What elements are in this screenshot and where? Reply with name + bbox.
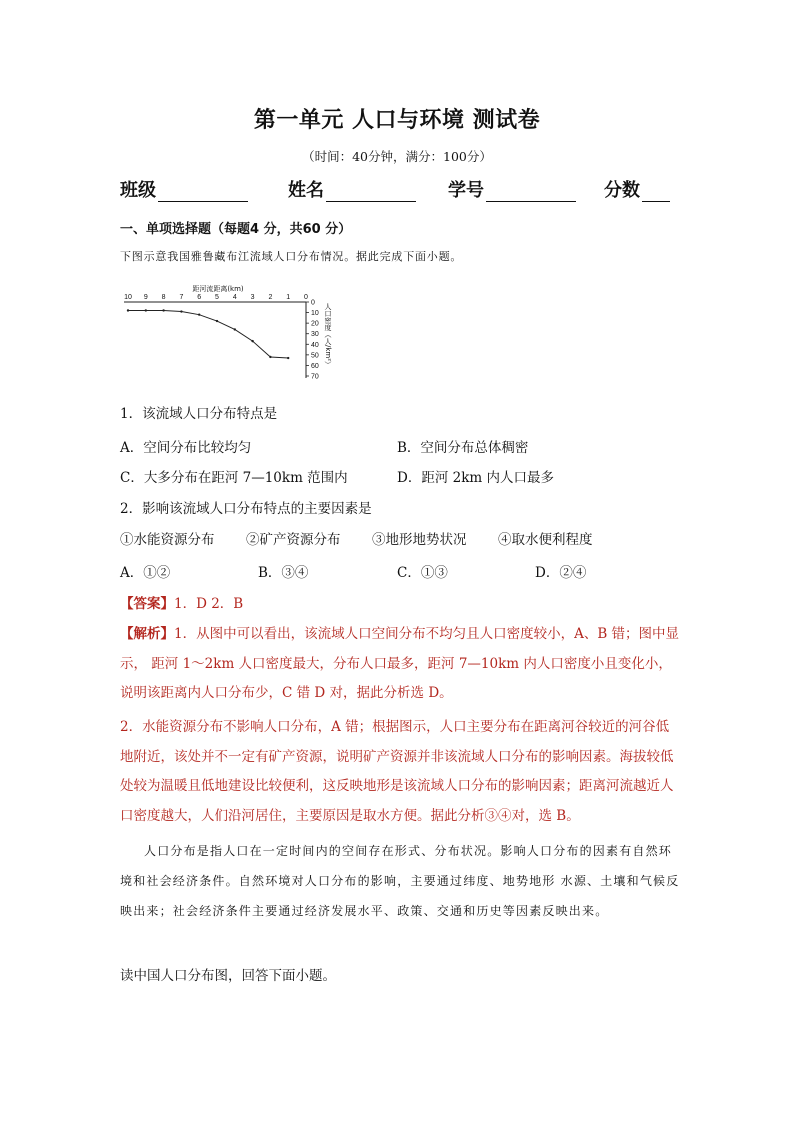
data-point — [198, 313, 200, 315]
score-label: 分数 — [604, 180, 640, 201]
analysis-text-1: 1．从图中可以看出，该流域人口空间分布不均匀且人口密度较小，A、B 错；图中显示， 距河 1～2km 人口密度最大，分布人口最多，距河 7—10km 内人口密度小且变化小，说明该距离内人口分布少，C 错 D 对，据此分析选 D。 — [120, 626, 680, 701]
score-blank — [642, 181, 670, 202]
data-point — [251, 340, 253, 342]
data-point — [127, 309, 129, 311]
q2-option-b: B．③④ — [258, 565, 309, 581]
x-tick-label: 9 — [143, 294, 148, 301]
q1-option-a: A．空间分布比较均匀 — [120, 440, 252, 456]
y-tick-label: 30 — [311, 331, 319, 339]
q2-stem: 2．影响该流域人口分布特点的主要因素是 — [120, 501, 372, 517]
x-tick-label: 6 — [197, 294, 202, 301]
data-point — [145, 309, 147, 311]
data-point — [216, 320, 218, 322]
x-tick-label: 0 — [304, 294, 308, 301]
name-blank — [326, 181, 416, 202]
y-tick-label: 50 — [311, 352, 319, 360]
series-line — [128, 310, 288, 358]
data-point — [269, 356, 271, 358]
class-label: 班级 — [120, 180, 156, 201]
answer-text: 1．D 2．B — [174, 596, 244, 612]
x-tick-label: 3 — [250, 294, 255, 301]
q2-option-d: D．②④ — [535, 565, 587, 581]
name-label: 姓名 — [288, 180, 324, 201]
q2-factor-1: ①水能资源分布 — [120, 532, 215, 548]
y-tick-label: 10 — [311, 310, 319, 318]
reading-passage: 人口分布是指人口在一定时间内的空间存在形式、分布状况。影响人口分布的因素有自然环境和社会经济条件。自然环境对人口分布的影响，主要通过纬度、地势地形 水源、土壤和气候反映出来；社会经济条件主要通过经济发展水平、政策、交通和历史等因素反映出来。 — [120, 844, 680, 918]
x-tick-label: 10 — [124, 294, 132, 301]
q2-option-a: A．①② — [120, 565, 171, 581]
answer-label: 【答案】 — [120, 596, 174, 612]
chart-title: 距河流距离(km) — [192, 285, 244, 293]
x-tick-label: 5 — [215, 294, 219, 301]
y-tick-label: 0 — [311, 299, 315, 307]
data-point — [162, 309, 164, 311]
x-tick-label: 2 — [268, 294, 273, 301]
class-blank — [158, 181, 248, 202]
q2-option-c: C．①③ — [397, 565, 448, 581]
exam-time-note: （时间：40分钟，满分：100分） — [302, 149, 492, 164]
x-tick-label: 7 — [179, 294, 184, 301]
data-point — [180, 310, 182, 312]
class-field — [120, 176, 248, 202]
y-tick-label: 60 — [311, 362, 319, 370]
y-tick-label: 40 — [311, 341, 319, 349]
analysis-label: 【解析】 — [120, 626, 174, 642]
x-tick-label: 1 — [286, 294, 291, 301]
q1-option-b: B．空间分布总体稠密 — [397, 440, 529, 456]
student-id-label: 学号 — [448, 180, 484, 201]
section-heading: 一、单项选择题（每题4 分，共60 分） — [120, 222, 352, 237]
data-point — [287, 357, 289, 359]
y-tick-label: 20 — [311, 320, 319, 328]
name-field — [288, 176, 416, 202]
population-distance-chart — [118, 283, 340, 388]
analysis-paragraph-1 — [120, 620, 680, 709]
x-tick-label: 4 — [232, 294, 237, 301]
q2-factor-3: ③地形地势状况 — [372, 532, 467, 548]
next-question-intro: 读中国人口分布图，回答下面小题。 — [120, 968, 336, 984]
x-tick-label: 8 — [161, 294, 166, 301]
student-id-blank — [486, 181, 576, 202]
student-id-field — [448, 176, 576, 202]
q1-option-d: D．距河 2km 内人口最多 — [397, 470, 554, 486]
question-intro: 下图示意我国雅鲁藏布江流域人口分布情况。据此完成下面小题。 — [120, 250, 463, 263]
analysis-paragraph-2: 2．水能资源分布不影响人口分布，A 错；根据图示，人口主要分布在距离河谷较近的河谷低地附近，该处并不一定有矿产资源，说明矿产资源并非该流域人口分布的影响因素。海拔较低处较为温暖且低地建设比较便利，这反映地形是该流域人口分布的影响因素；距离河流越近人口密度越大，人们沿河居住，主要原因是取水方便。据此分析③④对，选 B。 — [120, 719, 674, 824]
q1-option-c: C．大多分布在距河 7—10km 范围内 — [120, 470, 348, 486]
q2-factor-4: ④取水便利程度 — [498, 532, 593, 548]
y-axis-label: 人口密度（人/km²） — [324, 303, 332, 369]
q2-factor-2: ②矿产资源分布 — [246, 532, 341, 548]
q1-stem: 1．该流域人口分布特点是 — [120, 406, 278, 422]
data-point — [234, 328, 236, 330]
page-title: 第一单元 人口与环境 测试卷 — [253, 108, 541, 133]
y-tick-label: 70 — [311, 373, 319, 381]
score-field — [604, 176, 670, 202]
answer-line — [120, 592, 243, 612]
